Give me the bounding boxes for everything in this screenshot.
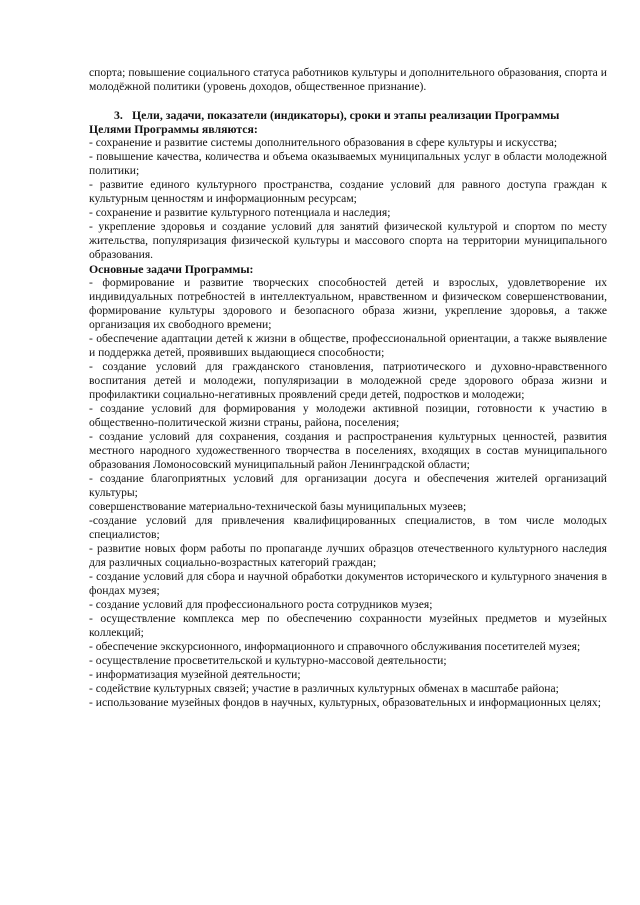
document-page	[89, 66, 607, 710]
task-item: - информатизация музейной деятельности;	[89, 668, 301, 681]
task-item: - обеспечение адаптации детей к жизни в обществе, профессиональной ориентации, а также выявление и поддержка детей, проявивших выдающиеся способности;	[89, 332, 607, 359]
goal-item: - повышение качества, количества и объема оказываемых муниципальных услуг в области молодежной политики;	[89, 150, 607, 177]
task-item: - создание благоприятных условий для организации досуга и обеспечения жителей организаций культуры;	[89, 472, 607, 499]
goals-heading: Целями Программы являются:	[89, 122, 258, 136]
task-item: - создание условий для формирования у молодежи активной позиции, готовности к участию в общественно-политической жизни страны, района, поселения;	[89, 402, 607, 429]
section-title: Цели, задачи, показатели (индикаторы), сроки и этапы реализации Программы	[132, 108, 560, 122]
task-item: - содействие культурных связей; участие в различных культурных обменах в масштабе района;	[89, 682, 559, 695]
task-item: - использование музейных фондов в научных, культурных, образовательных и информационных целях;	[89, 696, 601, 709]
task-item: - формирование и развитие творческих способностей детей и взрослых, удовлетворение их индивидуальных потребностей в интеллектуальном, нравственном и физическом совершенствовании, формирование культуры здорового и безопасного образа жизни, укрепление здоровья, а также организация их свободного времени;	[89, 276, 607, 331]
section-heading	[89, 108, 607, 122]
task-item: - создание условий для профессионального роста сотрудников музея;	[89, 598, 433, 611]
goal-item: - сохранение и развитие культурного потенциала и наследия;	[89, 206, 391, 219]
task-item: - создание условий для гражданского становления, патриотического и духовно-нравственного воспитания детей и молодежи, популяризации в молодежной среде здорового образа жизни и профилактики социально-негативных проявлений среди детей, подростков и молодежи;	[89, 360, 607, 401]
section-number: 3.	[114, 108, 123, 122]
goals-list	[89, 136, 607, 262]
task-item: -создание условий для привлечения квалифицированных специалистов, в том числе молодых специалистов;	[89, 514, 607, 541]
goal-item: - развитие единого культурного пространства, создание условий для равного доступа граждан к культурным ценностям и информационным ресурсам;	[89, 178, 607, 205]
task-item: - осуществление просветительской и культурно-массовой деятельности;	[89, 654, 447, 667]
tasks-list	[89, 276, 607, 710]
task-item: совершенствование материально-технической базы муниципальных музеев;	[89, 500, 467, 513]
task-item: - создание условий для сохранения, создания и распространения культурных ценностей, развития местного народного художественного творчества в поселениях, входящих в состав муниципального образования Ломоносовский муниципальный район Ленинградской области;	[89, 430, 607, 471]
task-item: - развитие новых форм работы по пропаганде лучших образцов отечественного культурного наследия для различных социально-возрастных категорий граждан;	[89, 542, 607, 569]
task-item: - осуществление комплекса мер по обеспечению сохранности музейных предметов и музейных коллекций;	[89, 612, 607, 639]
goal-item: - сохранение и развитие системы дополнительного образования в сфере культуры и искусства;	[89, 136, 558, 149]
goal-item: - укрепление здоровья и создание условий для занятий физической культурой и спортом по месту жительства, популяризация физической культуры и массового спорта на территории муниципального образования.	[89, 220, 607, 261]
task-item: - создание условий для сбора и научной обработки документов исторического и культурного значения в фондах музея;	[89, 570, 607, 597]
intro-paragraph: спорта; повышение социального статуса работников культуры и дополнительного образования, спорта и молодёжной политики (уровень доходов, общественное признание).	[89, 66, 607, 93]
task-item: - обеспечение экскурсионного, информационного и справочного обслуживания посетителей музея;	[89, 640, 581, 653]
tasks-heading: Основные задачи Программы:	[89, 262, 254, 276]
